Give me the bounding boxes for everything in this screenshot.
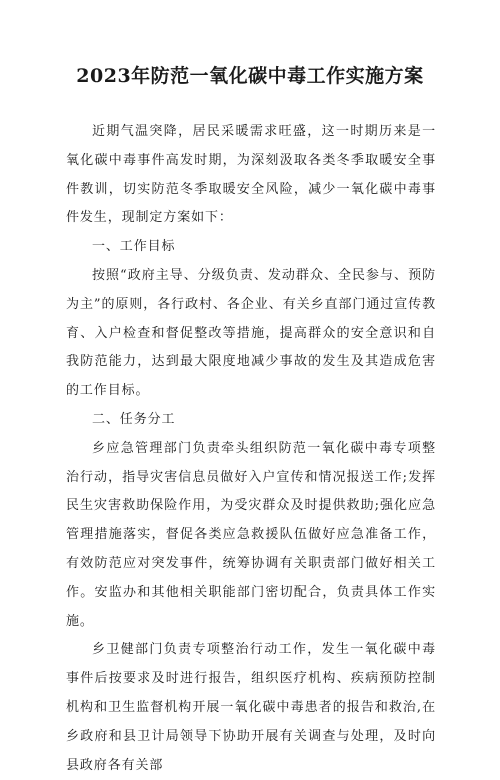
document-body	[66, 118, 436, 780]
section-heading-goals: 一、工作目标	[92, 239, 176, 255]
document-title: 2023年防范一氧化碳中毒工作实施方案	[76, 65, 424, 87]
section-heading-tasks: 二、任务分工	[92, 411, 176, 427]
health-dept-paragraph: 乡卫健部门负责专项整治行动工作，发生一氧化碳中毒事件后按要求及时进行报告，组织医疗机构、疾病预防控制机构和卫生监督机构开展一氧化碳中毒患者的报告和救治,在乡政府和县卫计局领导下协助开展有关调查与处理，及时向县政府各有关部	[66, 642, 436, 773]
intro-paragraph: 近期气温突降，居民采暖需求旺盛，这一时期历来是一氧化碳中毒事件高发时期，为深刻汲取各类冬季取暖安全事件教训，切实防范冬季取暖安全风险，减少一氧化碳中毒事件发生，现制定方案如下：	[66, 124, 436, 226]
goals-paragraph: 按照“政府主导、分级负责、发动群众、全民参与、预防为主”的原则，各行政村、各企业、有关乡直部门通过宣传教育、入户检查和督促整改等措施，提高群众的安全意识和自我防范能力，达到最大限度地减少事故的发生及其造成危害的工作目标。	[66, 267, 436, 399]
emergency-dept-paragraph: 乡应急管理部门负责牵头组织防范一氧化碳中毒专项整治行动，指导灾害信息员做好入户宣传和情况报送工作;发挥民生灾害救助保险作用，为受灾群众及时提供救助;强化应急管理措施落实，督促各类应急救援队伍做好应急准备工作，有效防范应对突发事件，统筹协调有关职责部门做好相关工作。安监办和其他相关职能部门密切配合，负责具体工作实施。	[66, 440, 436, 629]
